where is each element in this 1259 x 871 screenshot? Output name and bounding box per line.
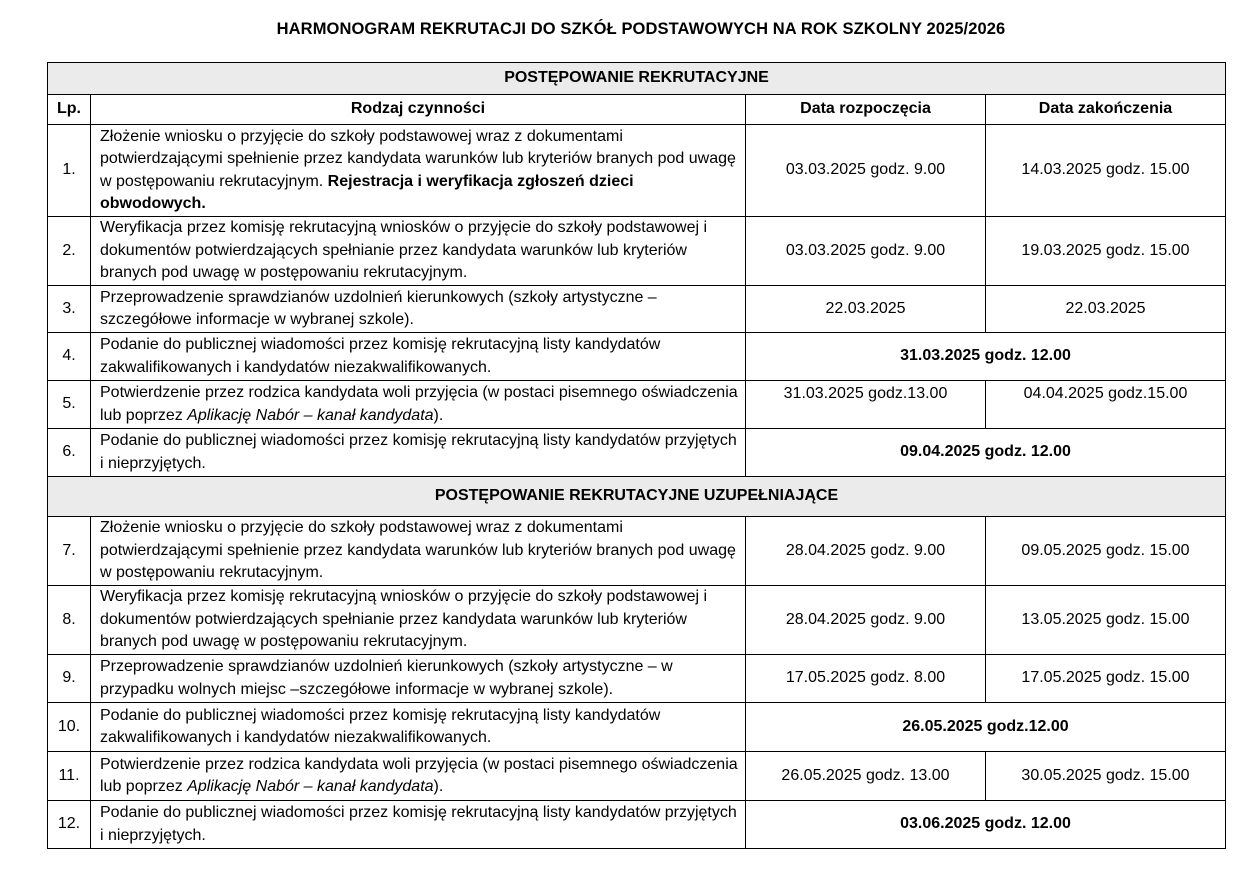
table-row — [48, 801, 1226, 849]
activity-text: Podanie do publicznej wiadomości przez komisję rekrutacyjną listy kandydatów przyjętych i nieprzyjętych. — [91, 429, 746, 477]
table-row — [48, 517, 1226, 586]
activity-text: Potwierdzenie przez rodzica kandydata woli przyjęcia (w postaci pisemnego oświadczenia lub poprzez — [100, 384, 738, 424]
activity-cell — [91, 125, 746, 217]
activity-text-end: ). — [433, 406, 444, 424]
end-date: 14.03.2025 godz. 15.00 — [986, 125, 1226, 217]
activity-cell — [91, 752, 746, 801]
activity-text: Podanie do publicznej wiadomości przez komisję rekrutacyjną listy kandydatów przyjętych i nieprzyjętych. — [91, 801, 746, 849]
table-row — [48, 333, 1226, 381]
row-number: 7. — [48, 517, 91, 586]
end-date: 13.05.2025 godz. 15.00 — [986, 586, 1226, 655]
section-heading: POSTĘPOWANIE REKRUTACYJNE UZUPEŁNIAJĄCE — [48, 477, 1226, 517]
activity-text: Złożenie wniosku o przyjęcie do szkoły podstawowej wraz z dokumentami potwierdzającymi spełnienie przez kandydata warunków lub kryteriów branych pod uwagę w postępowaniu rekrutacyjnym. — [100, 127, 736, 190]
end-date: 17.05.2025 godz. 15.00 — [986, 655, 1226, 703]
start-date: 31.03.2025 godz.13.00 — [746, 381, 986, 429]
announcement-date: 26.05.2025 godz.12.00 — [746, 703, 1226, 752]
activity-text: Weryfikacja przez komisję rekrutacyjną wniosków o przyjęcie do szkoły podstawowej i dokumentów potwierdzających spełnianie przez kandydata warunków lub kryteriów branych pod uwagę w postępowaniu rekrutacyjnym. — [91, 586, 746, 655]
end-date: 19.03.2025 godz. 15.00 — [986, 217, 1226, 286]
activity-bold-note: Rejestracja i weryfikacja zgłoszeń dzieci obwodowych. — [100, 172, 634, 212]
activity-text: Podanie do publicznej wiadomości przez komisję rekrutacyjną listy kandydatów zakwalifikowanych i kandydatów niezakwalifikowanych. — [91, 333, 746, 381]
announcement-date: 09.04.2025 godz. 12.00 — [746, 429, 1226, 477]
start-date: 28.04.2025 godz. 9.00 — [746, 586, 986, 655]
table-row — [48, 286, 1226, 333]
end-date: 22.03.2025 — [986, 286, 1226, 333]
table-row — [48, 125, 1226, 217]
section-header-row — [48, 477, 1226, 517]
row-number: 5. — [48, 381, 91, 429]
row-number: 4. — [48, 333, 91, 381]
row-number: 3. — [48, 286, 91, 333]
activity-italic-app-name: Aplikację Nabór – kanał kandydata — [187, 778, 434, 795]
activity-text: Potwierdzenie przez rodzica kandydata woli przyjęcia (w postaci pisemnego oświadczenia lub poprzez — [100, 755, 738, 795]
row-number: 9. — [48, 655, 91, 703]
activity-text: Przeprowadzenie sprawdzianów uzdolnień kierunkowych (szkoły artystyczne – w przypadku wolnych miejsc –szczegółowe informacje w wybranej szkole). — [91, 655, 746, 703]
table-row — [48, 703, 1226, 752]
column-header-lp: Lp. — [48, 95, 91, 125]
table-row — [48, 752, 1226, 801]
activity-text: Przeprowadzenie sprawdzianów uzdolnień kierunkowych (szkoły artystyczne – szczegółowe informacje w wybranej szkole). — [91, 286, 746, 333]
section-header-row — [48, 63, 1226, 95]
start-date: 22.03.2025 — [746, 286, 986, 333]
activity-text: Weryfikacja przez komisję rekrutacyjną wniosków o przyjęcie do szkoły podstawowej i dokumentów potwierdzających spełnianie przez kandydata warunków lub kryteriów branych pod uwagę w postępowaniu rekrutacyjnym. — [91, 217, 746, 286]
schedule-table — [47, 62, 1226, 849]
column-header-start-date: Data rozpoczęcia — [746, 95, 986, 125]
start-date: 17.05.2025 godz. 8.00 — [746, 655, 986, 703]
column-header-row — [48, 95, 1226, 125]
table-row — [48, 429, 1226, 477]
row-number: 1. — [48, 125, 91, 217]
row-number: 2. — [48, 217, 91, 286]
activity-text: Podanie do publicznej wiadomości przez komisję rekrutacyjną listy kandydatów zakwalifikowanych i kandydatów niezakwalifikowanych. — [91, 703, 746, 752]
section-heading: POSTĘPOWANIE REKRUTACYJNE — [48, 63, 1226, 95]
column-header-end-date: Data zakończenia — [986, 95, 1226, 125]
row-number: 6. — [48, 429, 91, 477]
document-title: HARMONOGRAM REKRUTACJI DO SZKÓŁ PODSTAWOWYCH NA ROK SZKOLNY 2025/2026 — [276, 20, 1006, 38]
start-date: 26.05.2025 godz. 13.00 — [746, 752, 986, 801]
end-date: 04.04.2025 godz.15.00 — [986, 381, 1226, 429]
start-date: 03.03.2025 godz. 9.00 — [746, 217, 986, 286]
row-number: 12. — [48, 801, 91, 849]
announcement-date: 03.06.2025 godz. 12.00 — [746, 801, 1226, 849]
column-header-activity: Rodzaj czynności — [91, 95, 746, 125]
row-number: 11. — [48, 752, 91, 801]
start-date: 28.04.2025 godz. 9.00 — [746, 517, 986, 586]
activity-cell — [91, 381, 746, 429]
end-date: 09.05.2025 godz. 15.00 — [986, 517, 1226, 586]
table-row — [48, 381, 1226, 429]
activity-text-end: ). — [433, 778, 444, 795]
announcement-date: 31.03.2025 godz. 12.00 — [746, 333, 1226, 381]
activity-italic-app-name: Aplikację Nabór – kanał kandydata — [187, 406, 434, 424]
table-row — [48, 586, 1226, 655]
activity-text: Złożenie wniosku o przyjęcie do szkoły podstawowej wraz z dokumentami potwierdzającymi spełnienie przez kandydata warunków lub kryteriów branych pod uwagę w postępowaniu rekrutacyjnym. — [91, 517, 746, 586]
table-row — [48, 217, 1226, 286]
row-number: 10. — [48, 703, 91, 752]
start-date: 03.03.2025 godz. 9.00 — [746, 125, 986, 217]
table-row — [48, 655, 1226, 703]
row-number: 8. — [48, 586, 91, 655]
end-date: 30.05.2025 godz. 15.00 — [986, 752, 1226, 801]
